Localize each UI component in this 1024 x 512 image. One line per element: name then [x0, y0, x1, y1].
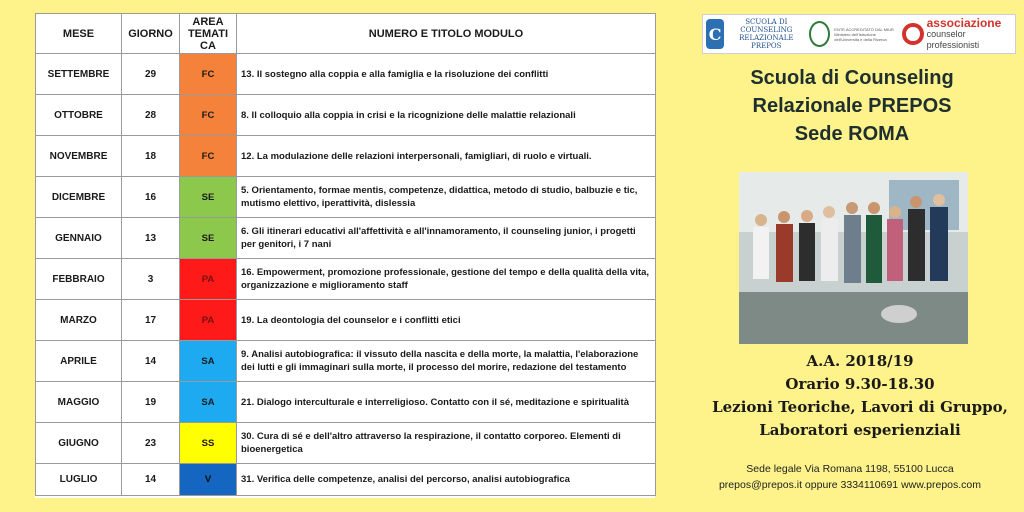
course-info: [700, 350, 1020, 442]
cell-mese: FEBBRAIO: [36, 259, 122, 300]
assoc-logo: [902, 15, 1015, 51]
cell-area: SE: [180, 218, 237, 259]
course-lessons-1: Lezioni Teoriche, Lavori di Gruppo,: [712, 398, 1008, 416]
cell-area: SA: [180, 341, 237, 382]
cell-mese: OTTOBRE: [36, 95, 122, 136]
cell-mese: MARZO: [36, 300, 122, 341]
assoc-logo-line1: associazione: [926, 15, 1002, 30]
school-heading-line3: Sede ROMA: [794, 123, 910, 145]
table-row: [36, 423, 656, 464]
cell-giorno: 19: [122, 382, 180, 423]
assoc-logo-line2: counselor professionisti: [926, 28, 980, 50]
cell-giorno: 14: [122, 464, 180, 496]
ministry-text: ENTE ACCREDITATO DAL MIUR Ministero dell'Istruzione dell'Università e della Ricerca: [834, 26, 894, 42]
cell-area: PA: [180, 300, 237, 341]
cell-titolo: 31. Verifica delle competenze, analisi del percorso, analisi autobiografica: [237, 464, 656, 496]
cell-mese: DICEMBRE: [36, 177, 122, 218]
cell-titolo: 21. Dialogo interculturale e interreligioso. Contatto con il sé, meditazione e spiritualità: [237, 382, 656, 423]
table-row: [36, 300, 656, 341]
cell-giorno: 23: [122, 423, 180, 464]
cell-giorno: 3: [122, 259, 180, 300]
cell-mese: MAGGIO: [36, 382, 122, 423]
table-row: [36, 218, 656, 259]
table-row: [36, 54, 656, 95]
header-titolo: NUMERO E TITOLO MODULO: [237, 14, 656, 54]
table-row: [36, 259, 656, 300]
prepos-logo: [703, 15, 805, 53]
course-hours: Orario 9.30-18.30: [785, 375, 935, 393]
prepos-logo-sub: PREPOS: [751, 42, 782, 50]
cell-mese: SETTEMBRE: [36, 54, 122, 95]
header-mese: MESE: [36, 14, 122, 54]
school-heading-line2: Relazionale PREPOS: [752, 95, 952, 117]
cell-titolo: 16. Empowerment, promozione professionale, gestione del tempo e della qualità della vita, organizzazione e miglioramento staff: [237, 259, 656, 300]
group-photo-illustration: [739, 172, 968, 344]
school-heading: [702, 64, 1002, 148]
cell-titolo: 9. Analisi autobiografica: il vissuto della nascita e della morte, la malattia, l'elaborazione dei lutti e gli immaginari sulla morte, il processo del morire, redazione del testamento: [237, 341, 656, 382]
cell-giorno: 16: [122, 177, 180, 218]
cell-giorno: 29: [122, 54, 180, 95]
cell-mese: GIUGNO: [36, 423, 122, 464]
cell-titolo: 5. Orientamento, formae mentis, competenze, didattica, metodo di studio, balbuzie e tic, mutismo elettivo, iperattività, dislessia: [237, 177, 656, 218]
table-row: [36, 95, 656, 136]
cell-mese: GENNAIO: [36, 218, 122, 259]
cell-giorno: 17: [122, 300, 180, 341]
academic-year: A.A. 2018/19: [806, 352, 914, 370]
table-row: [36, 341, 656, 382]
table-row: [36, 464, 656, 496]
table-header-row: [36, 14, 656, 54]
prepos-logo-mark: C: [706, 19, 724, 49]
schedule-table: [35, 13, 656, 496]
cell-giorno: 13: [122, 218, 180, 259]
cell-mese: APRILE: [36, 341, 122, 382]
footer-contacts: prepos@prepos.it oppure 3334110691 www.prepos.com: [718, 479, 982, 491]
table-row: [36, 382, 656, 423]
header-area: AREA TEMATI CA: [180, 14, 237, 54]
cell-titolo: 8. Il colloquio alla coppia in crisi e la ricognizione delle malattie relazionali: [237, 95, 656, 136]
cell-area: FC: [180, 54, 237, 95]
footer-address: Sede legale Via Romana 1198, 55100 Lucca: [746, 463, 954, 475]
prepos-logo-name: SCUOLA DI COUNSELING RELAZIONALE: [739, 18, 794, 42]
assoc-logo-ring-icon: [902, 23, 923, 45]
table-row: [36, 177, 656, 218]
cell-titolo: 12. La modulazione delle relazioni interpersonali, famigliari, di ruolo e virtuali.: [237, 136, 656, 177]
school-heading-line1: Scuola di Counseling: [750, 67, 954, 89]
course-lessons-2: Laboratori esperienziali: [759, 421, 961, 439]
table-row: [36, 136, 656, 177]
cell-titolo: 6. Gli itinerari educativi all'affettività e all'innamoramento, il counseling junior, i progetti per genitori, i 7 nani: [237, 218, 656, 259]
footer: [700, 461, 1000, 493]
cell-area: V: [180, 464, 237, 496]
cell-titolo: 30. Cura di sé e dell'altro attraverso la respirazione, il contatto corporeo. Elementi di bioenergetica: [237, 423, 656, 464]
cell-titolo: 13. Il sostegno alla coppia e alla famiglia e la risoluzione dei conflitti: [237, 54, 656, 95]
header-giorno: GIORNO: [122, 14, 180, 54]
cell-area: FC: [180, 95, 237, 136]
cell-area: SE: [180, 177, 237, 218]
cell-giorno: 18: [122, 136, 180, 177]
cell-area: SA: [180, 382, 237, 423]
cell-titolo: 19. La deontologia del counselor e i conflitti etici: [237, 300, 656, 341]
cell-giorno: 14: [122, 341, 180, 382]
schedule-table-container: [35, 13, 655, 498]
ministry-emblem-icon: [809, 21, 830, 47]
cell-area: SS: [180, 423, 237, 464]
cell-mese: LUGLIO: [36, 464, 122, 496]
logo-bar: [702, 14, 1016, 54]
cell-area: FC: [180, 136, 237, 177]
cell-area: PA: [180, 259, 237, 300]
cell-mese: NOVEMBRE: [36, 136, 122, 177]
group-photo: [739, 172, 968, 344]
cell-giorno: 28: [122, 95, 180, 136]
